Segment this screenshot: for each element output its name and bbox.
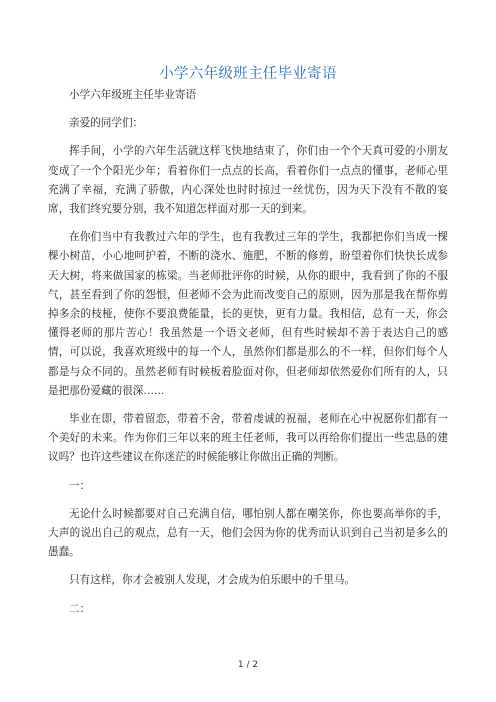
paragraph-recognition: 只有这样，你才会被别人发现，才会成为伯乐眼中的千里马。 [69, 574, 356, 587]
page-number: 1 / 2 [237, 660, 259, 670]
paragraph-graduation: 毕业在即，带着留恋，带着不舍，带着虔诚的祝福，老师在心中祝愿你们都有一个美好的未来。作为你们三年以来的班主任老师，我可以再给你们提出一些忠恳的建议吗？也许这些建议在你迷茫的时候能够让你做出正确的判断。 [48, 413, 448, 464]
paragraph-greeting: 亲爱的同学们： [69, 117, 144, 130]
paragraph-intro: 挥手间，小学的六年生活就这样飞快地结束了，你们由一个个天真可爱的小朋友变成了一个个阳光少年；看着你们一点点的长高，看着你们一点点的懂事，老师心里充满了幸福，充满了骄傲，内心深处也时时掠过一丝忧伤，因为天下没有不散的宴席，我们终究要分别，我不知道怎样面对那一天的到来。 [48, 145, 448, 216]
paragraph-confidence: 无论什么时候都要对自己充满自信，哪怕别人都在嘲笑你，你也要高举你的手，大声的说出自己的观点，总有一天，他们会因为你的优秀而认识到自己当初是多么的愚蠢。 [48, 507, 448, 559]
section-heading-one: 一： [69, 479, 91, 492]
document-body [48, 86, 448, 628]
paragraph-students: 在你们当中有我教过六年的学生，也有我教过三年的学生，我都把你们当成一棵棵小树苗，小心地呵护着，不断的浇水、施肥，不断的修剪，盼望着你们快快长成参天大树，将来做国家的栋梁。当老师批评你的时候，从你的眼中，我看到了你的不服气，甚至看到了你的怨恨，但老师不会为此而改变自己的原则，因为那是我在帮你剪掉多余的枝桠，使你不要浪费能量，长的更快，更有力量。我相信，总有一天，你会懂得老师的那片苦心！我虽然是一个语文老师，但有些时候却不善于表达自己的感情，可以说，我喜欢班级中的每一个人，虽然你们都是那么的不一样，但你们每个人都是与众不同的。虽然老师有时候板着脸面对你，但老师却依然爱你们所有的人，只是把那份爱藏的很深…… [48, 231, 448, 397]
section-heading-two: 二： [69, 602, 91, 615]
paragraph-subtitle: 小学六年级班主任毕业寄语 [69, 89, 197, 101]
page-title: 小学六年级班主任毕业寄语 [159, 66, 337, 82]
